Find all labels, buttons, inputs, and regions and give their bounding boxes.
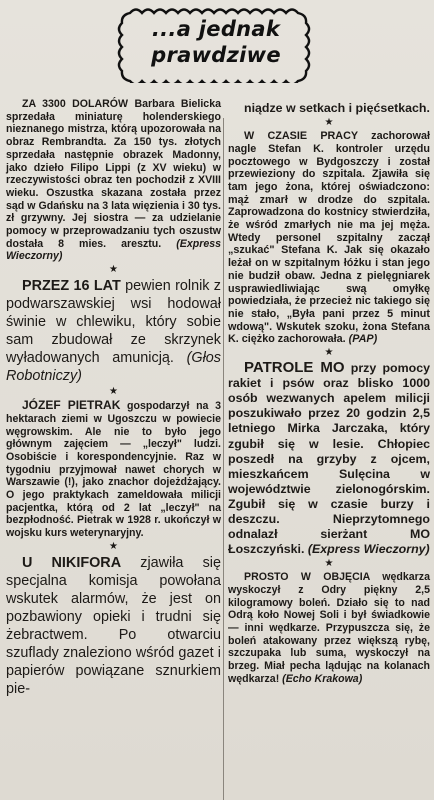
separator-star-icon: ★ xyxy=(324,558,334,570)
separator-star-icon: ★ xyxy=(109,540,118,552)
title-line-2: prawdziwe xyxy=(151,43,281,67)
left-column xyxy=(6,98,221,698)
article-nikifor-continued: niądze w setkach i pięćsetkach. xyxy=(244,101,430,115)
article-lead: PROSTO W OBJĘCIA xyxy=(244,571,370,584)
article-lead: ZA 3300 DOLARÓW xyxy=(22,98,129,110)
article-text: zachorował nagle Stefan K. kontroler urzędu pocztowego w Bydgoszczy i został przewieziony do szpitala. Zjawiła się tam jego żona, której oświadczono: mąż zmarł w drodze do szpitala. Zaprowadzona do kostnicy stwierdziła, że wśród zmarłych nie ma jej męża. Wtedy personel szpitalny zaczął „szukać" Stefana K. Jak się okazało leżał on w szpitalnym łóżku i stan jego nie budził obaw. Jedna z pielęgniarek usprawiedliwiając swą omyłkę powiedziała, że przecież nic takiego się nie stało, „Była pani przez 5 minut wdową". Wskutek szoku, żona Stefana K. ciężko zachorowała. xyxy=(228,130,430,346)
article-source: (Express Wieczorny) xyxy=(6,237,221,263)
article-text: przy pomocy rakiet i psów oraz blisko 1000 osób wezwanych apelem milicji poszukiwało przez 20 godzin 2,5 letniego Mirka Jarczaka, który zgubił się w lesie. Chłopiec poszedł na grzyby z ojcem, mieszkańcem Sulęcina w województwie zielonogórskim. Zgubił się w czasie burzy i deszczu. Nieprzytomnego odnalazł sierżant MO Łoszczyński. xyxy=(228,361,430,557)
article-lead: PRZEZ 16 LAT xyxy=(22,278,121,295)
article-16-years xyxy=(6,277,221,385)
article-lead: JÓZEF PIETRAK xyxy=(22,398,121,413)
article-work-time xyxy=(228,130,430,346)
article-pietrak xyxy=(6,399,221,540)
article-text: gospodarzył na 3 hektarach ziemi w Ugoszczu w powiecie węgrowskim. Ale nie to było jego głównym zajęciem — „leczył" ludzi. Osobiście i korespondencyjnie. Raz w tygodniu przyjmował nawet chorych w Warszawie (!), jako znachor dojeżdżający. O jego praktykach zameldowała milicji pacjentka, którą od 2 lat „leczył" na bezpłodność. Pietrak w 1928 r. ukończył w wojsku kurs weterynaryjny. xyxy=(6,400,221,540)
right-column xyxy=(228,101,430,686)
article-lead: U NIKIFORA xyxy=(22,554,122,571)
article-lead: W CZASIE PRACY xyxy=(244,130,358,143)
separator-star-icon: ★ xyxy=(324,347,334,359)
column-title-box xyxy=(112,5,320,83)
separator-star-icon: ★ xyxy=(324,117,334,129)
article-source: (Głos Robotniczy) xyxy=(6,350,221,385)
article-text: wędkarza wyskoczył z Odry piękny 2,5 kilogramowy boleń. Działo się to nad Odrą koło Nowej Soli i był świadkowie — inni wędkarze. Przypuszcza się, że boleń atakowany przez większą rybę, szczupaka lub suma, wyskoczył na brzeg. Miał pecha lądując na kolanach wędkarza! xyxy=(228,571,430,685)
separator-star-icon: ★ xyxy=(109,264,118,276)
article-source: (Echo Krakowa) xyxy=(282,672,363,685)
article-text: Barbara Bielicka sprzedała miniaturę holenderskiego nieznanego mistrza, którą upozorowała na obraz Rembrandta. Za 150 tys. złotych sprzedała następnie obrazek Madonny, jako dzieło Filipo Lippi (z XV wieku) w rzeczywistości obraz ten pochodził z XVIII wieku. Oszustka skazana została przez sąd w Gdańsku na 3 lata więzienia i 30 tys. zł grzywny. Jej siostra — za udzielanie pomocy w przeprowadzaniu tych oszustw dostała 8 mies. aresztu. xyxy=(6,98,221,250)
article-patrols xyxy=(228,360,430,557)
article-source: (PAP) xyxy=(348,333,378,346)
separator-star-icon: ★ xyxy=(109,386,118,398)
article-source: (Express Wieczorny) xyxy=(307,542,430,557)
article-text: zjawiła się specjalna komisja powołana wskutek alarmów, że jest on pozbawiony opieki i trudni się żebractwem. Po otwarciu szuflady znaleziono wśród gazet i papierów powiązane sznurkiem pie- xyxy=(6,554,221,697)
article-text: pewien rolnik z podwarszawskiej wsi hodował świnie w chlewiku, który sobie sam zbudował ze skrzynek wyładowanych amunicją. xyxy=(6,278,222,367)
article-fish xyxy=(228,571,430,685)
column-divider xyxy=(223,118,224,800)
article-nikifor xyxy=(6,554,221,698)
title-line-1: ...a jednak xyxy=(151,17,281,41)
article-lead: PATROLE MO xyxy=(244,359,345,377)
article-dollars xyxy=(6,98,221,263)
